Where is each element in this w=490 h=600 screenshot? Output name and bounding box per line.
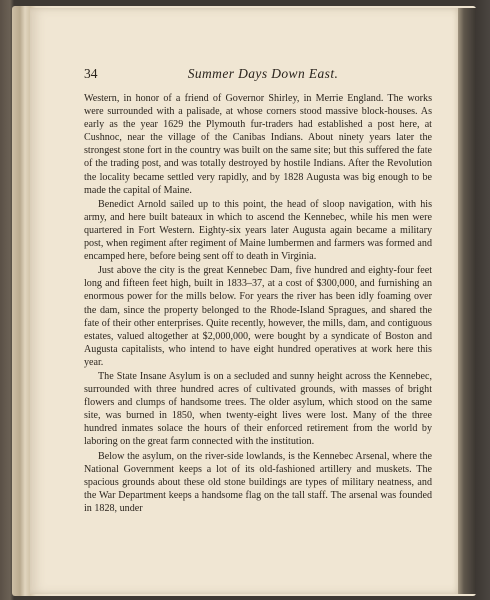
binding-shadow [458,8,476,594]
body-text [84,92,432,515]
paragraph: Benedict Arnold sailed up to this point, the head of sloop navigation, with his army, and here built bateaux in which to ascend the Kennebec, while his men were quartered in Fort Western. Eighty-six years later Augusta again became a military post, when regiment after regiment of Maine lumbermen and farmers was formed and encamped here, before being sent off to death in Virginia. [84,198,432,263]
paragraph: Just above the city is the great Kennebec Dam, five hundred and eighty-four feet long and fifteen feet high, built in 1833–37, at a cost of $300,000, and furnishing an enormous power for the mills below. For years the river has been idly foaming over the dam, since the property belonged to the Rhode-Island Spragues, and shared the fate of their other enterprises. Quite recently, however, the mills, dam, and contiguous estates, valued altogether at $2,000,000, were bought by a syndicate of Boston and Augusta capitalists, who intend to have eight hundred operatives at work here this year. [84,265,432,368]
running-title: Summer Days Down East. [187,66,339,81]
paragraph: Below the asylum, on the river-side lowlands, is the Kennebec Arsenal, where the National Government keeps a lot of its old-fashioned artillery and muskets. The spacious grounds about these old stone buildings are types of military neatness, and the War Department keeps a handsome flag on the tall staff. The arsenal was founded in 1828, under [84,450,432,514]
page-number: 34 [84,66,98,81]
page-header [84,66,432,84]
paragraph: Western, in honor of a friend of Governor Shirley, in Merrie England. The works were surrounded with a palisade, at whose corners stood massive block-houses. As early as the year 1629 the Plymouth fur-traders had established a post here, at Cushnoc, near the village of the Canibas Indians. About ninety years later the strongest stone fort in the country was built on the same site; but this suffered the fate of the trading post, and was totally destroyed by hostile Indians. After the Revolution the locality became settled very rapidly, and by 1828 Augusta was big enough to be made the capital of Maine. [84,93,432,196]
paragraph: The State Insane Asylum is on a secluded and sunny height across the Kennebec, surrounded with three hundred acres of cultivated grounds, with masses of bright flowers and clumps of handsome trees. The older asylum, which stood on the same site, was burned in 1850, when twenty-eight lives were lost. Many of the three hundred inmates solace the hours of their enforced retirement from the world by laboring on the great farm connected with the institution. [84,370,432,448]
